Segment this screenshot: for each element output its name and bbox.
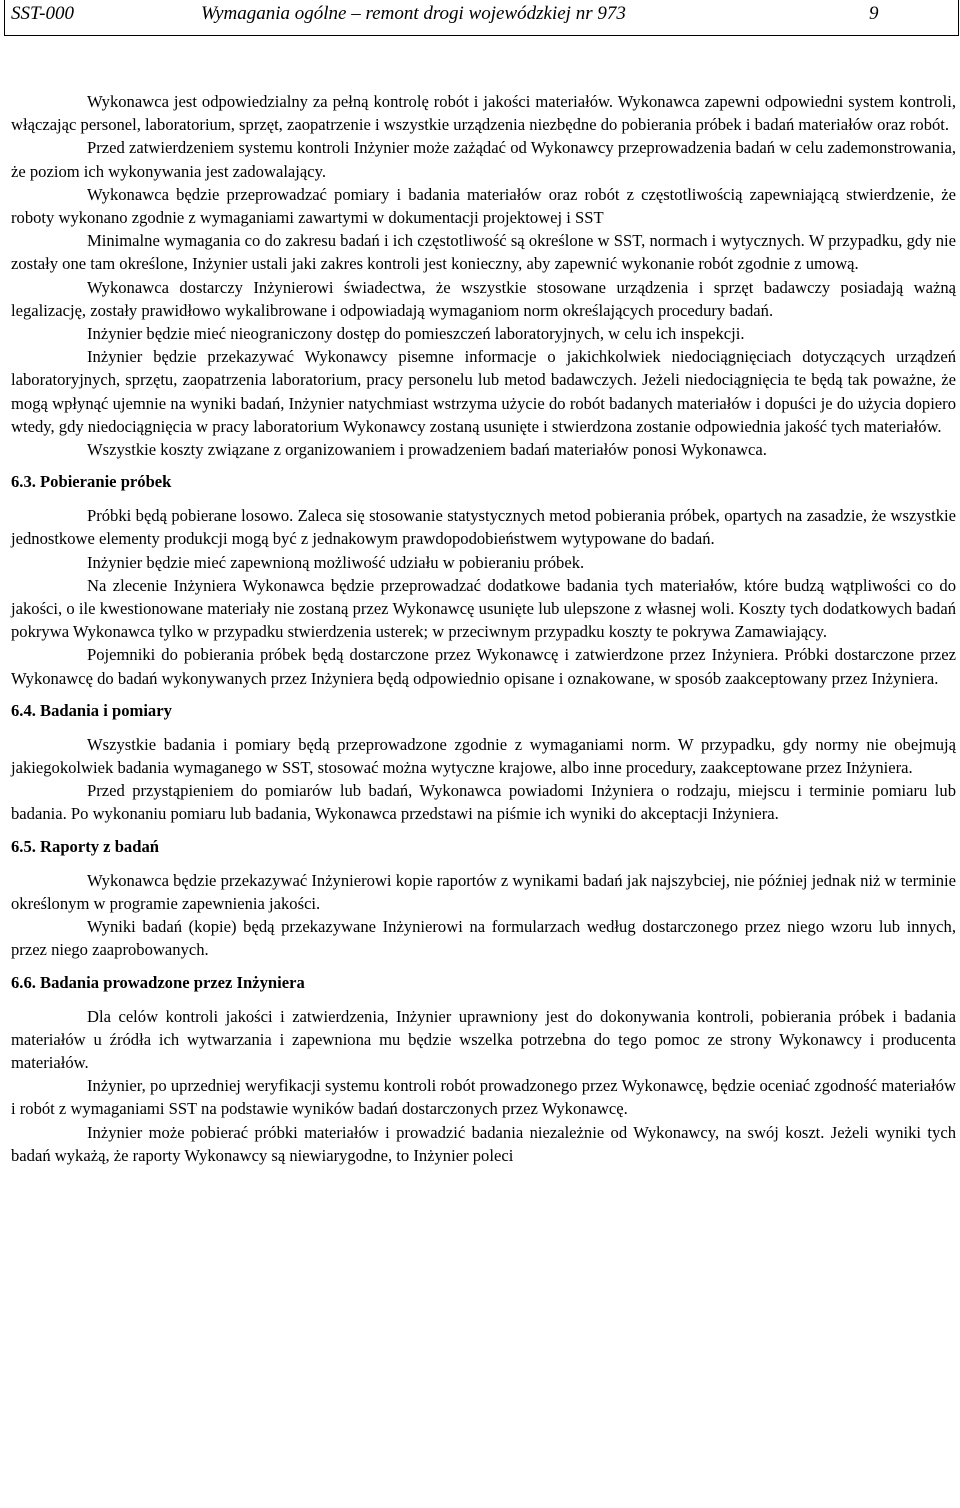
paragraph: Przed przystąpieniem do pomiarów lub badań, Wykonawca powiadomi Inżyniera o rodzaju, miejscu i terminie pomiaru lub badania. Po wykonaniu pomiaru lub badania, Wykonawca przedstawi na piśmie ich wyniki do akceptacji Inżyniera. xyxy=(11,781,956,824)
paragraph: Inżynier będzie mieć nieograniczony dostęp do pomieszczeń laboratoryjnych, w celu ich inspekcji. xyxy=(87,324,745,344)
paragraph: Przed zatwierdzeniem systemu kontroli Inżynier może zażądać od Wykonawcy przeprowadzenia badań w celu zademonstrowania, że poziom ich wykonywania jest zadowalający. xyxy=(11,138,956,181)
paragraph: Inżynier będzie przekazywać Wykonawcy pisemne informacje o jakichkolwiek niedociągnięciach dotyczących urządzeń laboratoryjnych, sprzętu, zaopatrzenia laboratorium, pracy personelu lub metod badawczych. Jeżeli niedociągnięcia te będą tak poważne, że mogą wpłynąć ujemnie na wyniki badań, Inżynier natychmiast wstrzyma użycie do robót badanych materiałów i dopuści je do użycia dopiero wtedy, gdy niedociągnięcia w pracy laboratorium Wykonawcy zostaną usunięte i stwierdzona zostanie odpowiednia jakość tych materiałów. xyxy=(11,347,956,436)
document-body xyxy=(11,90,956,1167)
section-heading-6-6: 6.6. Badania prowadzone przez Inżyniera xyxy=(11,972,305,992)
paragraph: Wszystkie badania i pomiary będą przeprowadzone zgodnie z wymaganiami norm. W przypadku, gdy normy nie obejmują jakiegokolwiek badania wymaganego w SST, stosować można wytyczne krajowe, albo inne procedury, zaakceptowane przez Inżyniera. xyxy=(11,734,956,778)
paragraph: Wykonawca będzie przeprowadzać pomiary i badania materiałów oraz robót z częstotliwością zapewniającą stwierdzenie, że roboty wykonano zgodnie z wymaganiami zawartymi w dokumentacji projektowej i SST xyxy=(11,184,956,228)
paragraph: Inżynier może pobierać próbki materiałów i prowadzić badania niezależnie od Wykonawcy, na swój koszt. Jeżeli wyniki tych badań wykażą, że raporty Wykonawcy są niewiarygodne, to Inżynier poleci xyxy=(11,1122,956,1165)
paragraph: Wykonawca dostarczy Inżynierowi świadectwa, że wszystkie stosowane urządzenia i sprzęt badawczy posiadają ważną legalizację, zostały prawidłowo wykalibrowane i odpowiadają wymaganiom norm określających procedury badań. xyxy=(11,277,956,320)
paragraph: Wykonawca jest odpowiedzialny za pełną kontrolę robót i jakości materiałów. Wykonawca zapewni odpowiedni system kontroli, włączając personel, laboratorium, sprzęt, zaopatrzenie i wszystkie urządzenia niezbędne do pobierania próbek i badań materiałów oraz robót. xyxy=(11,92,956,135)
paragraph: Próbki będą pobierane losowo. Zaleca się stosowanie statystycznych metod pobierania próbek, opartych na zasadzie, że wszystkie jednostkowe elementy produkcji mogą być z jednakowym prawdopodobieństwem wytypowane do badań. xyxy=(11,506,956,549)
section-heading-6-5: 6.5. Raporty z badań xyxy=(11,836,159,856)
paragraph: Inżynier, po uprzedniej weryfikacji systemu kontroli robót prowadzonego przez Wykonawcę, będzie oceniać zgodność materiałów i robót z wymaganiami SST na podstawie wyników badań dostarczonych przez Wykonawcę. xyxy=(11,1076,956,1119)
paragraph: Dla celów kontroli jakości i zatwierdzenia, Inżynier uprawniony jest do dokonywania kontroli, pobierania próbek i badania materiałów u źródła ich wytwarzania i zapewniona mu będzie wszelka potrzebna do tego pomoc ze strony Wykonawcy i producenta materiałów. xyxy=(11,1006,956,1072)
paragraph: Minimalne wymagania co do zakresu badań i ich częstotliwość są określone w SST, normach i wytycznych. W przypadku, gdy nie zostały one tam określone, Inżynier ustali jaki zakres kontroli jest konieczny, aby zapewnić wykonanie robót zgodnie z umową. xyxy=(11,231,956,274)
page-header xyxy=(4,0,959,36)
paragraph: Wszystkie koszty związane z organizowaniem i prowadzeniem badań materiałów ponosi Wykonawca. xyxy=(87,440,767,460)
document-code: SST-000 xyxy=(11,3,74,24)
paragraph: Inżynier będzie mieć zapewnioną możliwość udziału w pobieraniu próbek. xyxy=(87,552,585,572)
paragraph: Na zlecenie Inżyniera Wykonawca będzie przeprowadzać dodatkowe badania tych materiałów, które budzą wątpliwości co do jakości, o ile kwestionowane materiały nie zostaną przez Wykonawcę usunięte lub ulepszone z własnej woli. Koszty tych dodatkowych badań pokrywa Wykonawca tylko w przypadku stwierdzenia usterek; w przeciwnym przypadku koszty te pokrywa Zamawiający. xyxy=(11,575,956,642)
section-heading-6-4: 6.4. Badania i pomiary xyxy=(11,700,172,720)
section-heading-6-3: 6.3. Pobieranie próbek xyxy=(11,472,172,492)
document-title: Wymagania ogólne – remont drogi wojewódzkiej nr 973 xyxy=(201,3,626,24)
paragraph: Wykonawca będzie przekazywać Inżynierowi kopie raportów z wynikami badań jak najszybciej, nie później jednak niż w terminie określonym w programie zapewnienia jakości. xyxy=(11,870,956,913)
page-number: 9 xyxy=(869,3,879,24)
paragraph: Wyniki badań (kopie) będą przekazywane Inżynierowi na formularzach według dostarczonego przez niego wzoru lub innych, przez niego zaaprobowanych. xyxy=(11,917,956,960)
paragraph: Pojemniki do pobierania próbek będą dostarczone przez Wykonawcę i zatwierdzone przez Inżyniera. Próbki dostarczone przez Wykonawcę do badań wykonywanych przez Inżyniera będą odpowiednio opisane i oznakowane, w sposób zaakceptowany przez Inżyniera. xyxy=(11,645,956,688)
